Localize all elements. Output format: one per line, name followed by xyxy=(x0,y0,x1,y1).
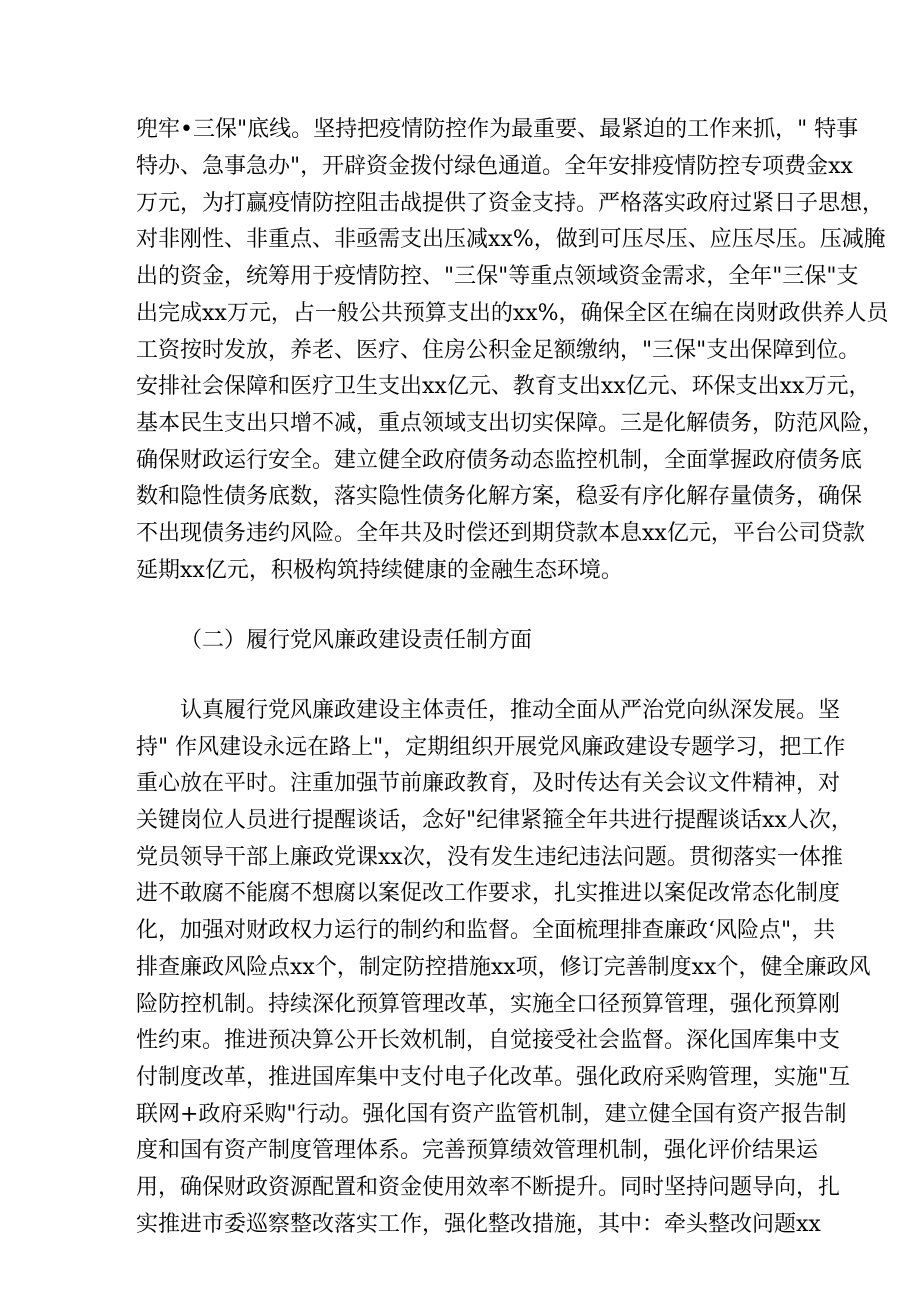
text-line: 度和国有资产制度管理体系。完善预算绩效管理机制，强化评价结果运 xyxy=(136,1138,819,1163)
text-line: 出的资金，统筹用于疫情防控、"三保"等重点领域资金需求，全年"三保"支 xyxy=(136,264,859,289)
text-line: 性约束。推进预决算公开长效机制，自觉接受社会监督。深化国库集中支 xyxy=(136,1028,841,1053)
text-line: 工资按时发放，养老、医疗、住房公积金足额缴纳，"三保"支出保障到位。 xyxy=(136,338,861,363)
text-line: 联网+政府采购"行动。强化国有资产监管机制，建立健全国有资产报告制 xyxy=(136,1102,847,1127)
text-line: 延期xx亿元，积极构筑持续健康的金融生态环境。 xyxy=(136,558,623,583)
text-line: 认真履行党风廉政建设主体责任，推动全面从严治党向纵深发展。坚 xyxy=(180,698,841,723)
text-line: 重心放在平时。注重加强节前廉政教育，及时传达有关会议文件精神，对 xyxy=(136,771,841,796)
text-line: 持" 作风建设永远在路上"，定期组织开展党风廉政建设专题学习，把工作 xyxy=(136,735,846,760)
text-line: 排查廉政风险点xx个，制定防控措施xx项，修订完善制度xx个，健全廉政风 xyxy=(136,955,871,980)
text-line: 特办、急事急办"，开辟资金拨付绿色通道。全年安排疫情防控专项费金xx xyxy=(136,154,853,179)
text-line: 付制度改革，推进国库集中支付电子化改革。强化政府采购管理，实施"互 xyxy=(136,1065,851,1090)
text-line: 万元，为打赢疫情防控阻击战提供了资金支持。严格落实政府过紧日子思想， xyxy=(136,191,885,216)
text-line: 出完成xx万元，占一般公共预算支出的xx%，确保全区在编在岗财政供养人员 xyxy=(136,301,889,326)
text-line: 不出现债务违约风险。全年共及时偿还到期贷款本息xx亿元，平台公司贷款 xyxy=(136,521,865,546)
text-line: 确保财政运行安全。建立健全政府债务动态监控机制，全面掌握政府债务底 xyxy=(136,448,863,473)
text-line: 基本民生支出只增不减，重点领域支出切实保障。三是化解债务，防范风险， xyxy=(136,411,885,436)
text-line: 用，确保财政资源配置和资金使用效率不断提升。同时坚持问题导向，扎 xyxy=(136,1175,841,1200)
section-heading: （二）履行党风廉政建设责任制方面 xyxy=(180,628,533,653)
text-line: 党员领导干部上廉政党课xx次，没有发生违纪违法问题。贯彻落实一体推 xyxy=(136,845,843,870)
text-line: 进不敢腐不能腐不想腐以案促改工作要求，扎实推进以案促改常态化制度 xyxy=(136,881,841,906)
text-line: 对非刚性、非重点、非亟需支出压减xx%，做到可压尽压、应压尽压。压减腌 xyxy=(136,227,886,252)
text-line: 数和隐性债务底数，落实隐性债务化解方案，稳妥有序化解存量债务，确保 xyxy=(136,484,863,509)
text-line: 化，加强对财政权力运行的制约和监督。全面梳理排查廉政‘风险点"，共 xyxy=(136,918,836,943)
text-line: 兜牢•三保"底线。坚持把疫情防控作为最重要、最紧迫的工作来抓，" 特事 xyxy=(136,117,859,142)
text-line: 安排社会保障和医疗卫生支出xx亿元、教育支出xx亿元、环保支出xx万元， xyxy=(136,374,871,399)
text-line: 关键岗位人员进行提醒谈话，念好"纪律紧箍全年共进行提醒谈话xx人次， xyxy=(136,808,853,833)
text-line: 实推进市委巡察整改落实工作，强化整改措施，其中：牵头整改问题xx xyxy=(136,1212,821,1237)
text-line: 险防控机制。持续深化预算管理改革，实施全口径预算管理，强化预算刚 xyxy=(136,992,841,1017)
